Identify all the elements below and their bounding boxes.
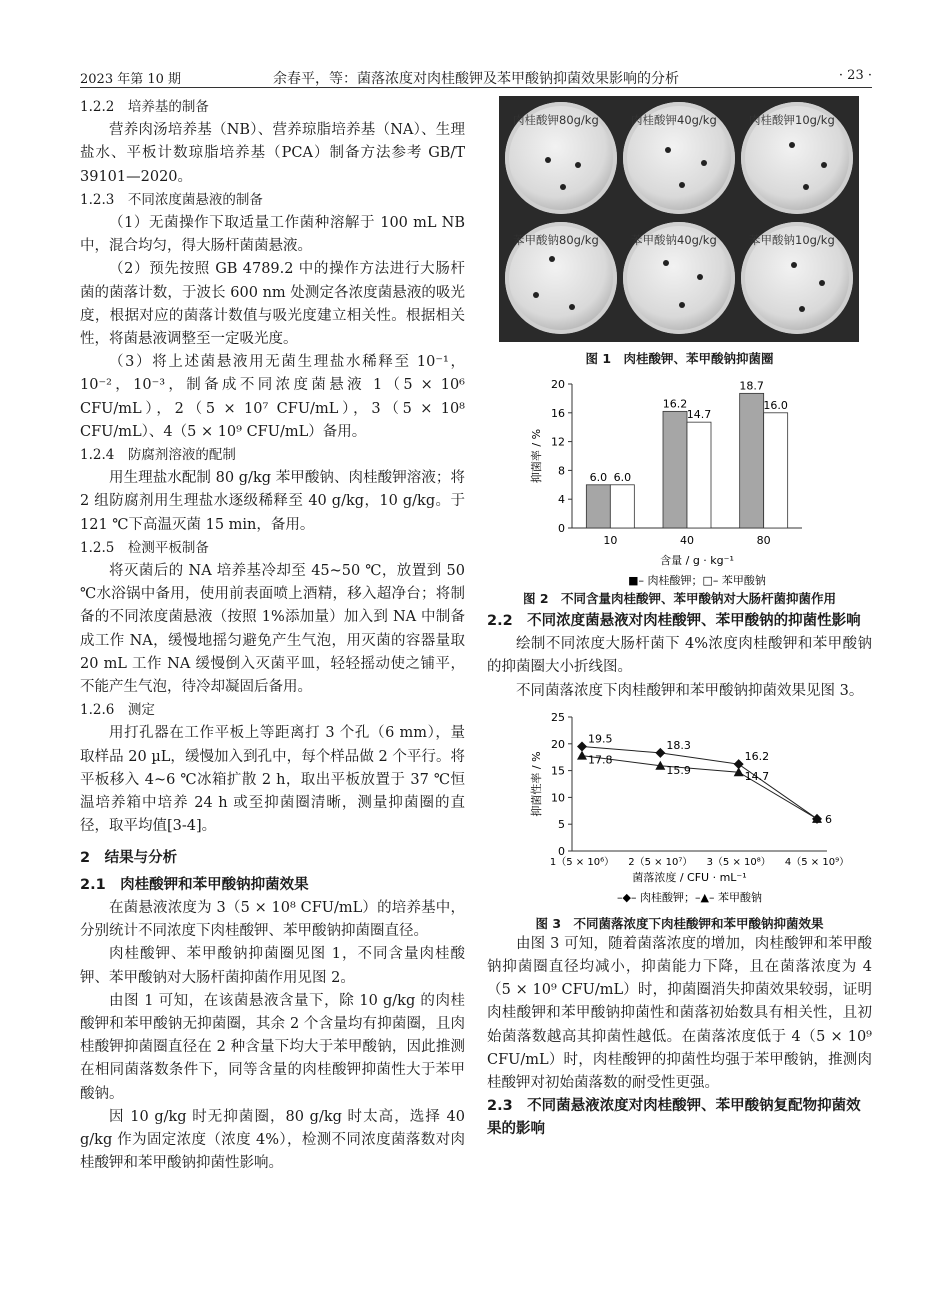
petri-dish bbox=[505, 222, 617, 334]
x-tick-label: 80 bbox=[756, 534, 771, 547]
figure-1-photo bbox=[499, 96, 859, 342]
article-running-title: 余春平，等：菌落浓度对肉桂酸钾及苯甲酸钠抑菌效果影响的分析 bbox=[273, 71, 679, 87]
x-tick-label: 3（5 × 10⁸） bbox=[706, 856, 771, 868]
y-axis-label: 抑菌性率 / % bbox=[530, 751, 543, 817]
bar-data-label: 18.7 bbox=[739, 379, 764, 393]
point-data-label: 18.3 bbox=[666, 738, 691, 752]
chart-legend: –◆– 肉桂酸钾；–▲– 苯甲酸钠 bbox=[617, 890, 762, 904]
dish-label: 肉桂酸钾40g/kg bbox=[631, 113, 717, 127]
point-data-label: 15.9 bbox=[666, 763, 691, 777]
point-data-label: 14.7 bbox=[744, 770, 770, 784]
x-tick-label: 2（5 × 10⁷） bbox=[628, 856, 693, 868]
section-1-2-4-paragraph: 用生理盐水配制 80 g/kg 苯甲酸钠、肉桂酸钾溶液；将 2 组防腐剂用生理盐水逐级稀释至 40 g/kg，10 g/kg。于 121 ℃下高温灭菌 15 min，备用。 bbox=[80, 470, 465, 533]
section-2-2-title: 2.2 不同浓度菌悬液对肉桂酸钾、苯甲酸钠的抑菌性影响 bbox=[487, 613, 861, 629]
bar-data-label: 16.0 bbox=[763, 398, 788, 412]
figure-3-caption: 图 3 不同菌落浓度下肉桂酸钾和苯甲酸钠抑菌效果 bbox=[535, 915, 824, 931]
point-data-label: 19.5 bbox=[588, 732, 613, 746]
section-1-2-6-title: 1.2.6 测定 bbox=[80, 702, 155, 719]
dish-label: 苯甲酸钠40g/kg bbox=[631, 233, 717, 247]
section-1-2-2-paragraph: 营养肉汤培养基（NB）、营养琼脂培养基（NA）、生理盐水、平板计数琼脂培养基（PCA）制备方法参考 GB/T 39101—2020。 bbox=[80, 122, 465, 185]
figure-3-line-chart bbox=[487, 709, 872, 909]
section-2-1-title: 2.1 肉桂酸钾和苯甲酸钠抑菌效果 bbox=[80, 876, 309, 893]
issue-label: 2023 年第 10 期 bbox=[80, 72, 182, 87]
left-column bbox=[80, 96, 465, 1175]
figure-2-bar-chart bbox=[487, 372, 872, 590]
point-data-label: 17.8 bbox=[588, 753, 613, 767]
figure-1-caption: 图 1 肉桂酸钾、苯甲酸钠抑菌圈 bbox=[585, 351, 774, 366]
y-tick-label: 8 bbox=[558, 464, 565, 478]
y-tick-label: 0 bbox=[558, 844, 565, 858]
y-tick-label: 20 bbox=[551, 737, 565, 751]
section-1-2-2-title: 1.2.2 培养基的制备 bbox=[80, 99, 209, 115]
y-tick-label: 4 bbox=[558, 493, 565, 507]
page-number: · 23 · bbox=[838, 68, 872, 83]
right-column bbox=[487, 96, 872, 1142]
bar-data-label: 14.7 bbox=[686, 408, 712, 422]
petri-dish bbox=[505, 102, 617, 214]
petri-dish bbox=[741, 222, 853, 334]
x-axis-label: 含量 / g · kg⁻¹ bbox=[660, 554, 734, 567]
triangle-marker bbox=[577, 750, 587, 759]
bar-benzoate bbox=[687, 422, 711, 528]
bar-data-label: 6.0 bbox=[613, 470, 632, 484]
bar-data-label: 16.2 bbox=[662, 397, 688, 411]
y-axis-label: 抑菌率 / % bbox=[530, 428, 543, 484]
section-1-2-5-title: 1.2.5 检测平板制备 bbox=[80, 539, 209, 556]
section-1-2-4-title: 1.2.4 防腐剂溶液的配制 bbox=[80, 447, 236, 464]
x-tick-label: 10 bbox=[603, 534, 618, 547]
section-1-2-5-paragraph: 将灭菌后的 NA 培养基冷却至 45~50 ℃，放置到 50 ℃水浴锅中备用，使用前表面喷上酒精，移入超净台；将制备的不同浓度菌悬液（按照 1%添加量）加入到 NA 中制备成工作 NA，缓慢地摇匀避免产生气泡，用灭菌的容器量取 20 mL 工作 NA 缓慢倒入灭菌平皿，轻轻摇动使之铺平，不能产生气泡，待冷却凝固后备用。 bbox=[80, 563, 465, 696]
series-line-cinnamate bbox=[582, 746, 817, 818]
point-data-label: 6 bbox=[825, 812, 832, 826]
section-2-1-paragraph-1: 在菌悬液浓度为 3（5 × 10⁸ CFU/mL）的培养基中，分别统计不同浓度下肉桂酸钾、苯甲酸钠抑菌圈直径。 bbox=[80, 899, 465, 940]
x-axis-label: 菌落浓度 / CFU · mL⁻¹ bbox=[632, 870, 747, 884]
chart-legend: ■– 肉桂酸钾；□– 苯甲酸钠 bbox=[628, 574, 766, 587]
section-2-1-paragraph-3: 由图 1 可知，在该菌悬液含量下，除 10 g/kg 的肉桂酸钾和苯甲酸钠无抑菌圈，其余 2 个含量均有抑菌圈，且肉桂酸钾抑菌圈直径在 2 种含量下均大于苯甲酸钠，因此推测在相同菌落数条件下，同等含量的肉桂酸钾抑菌性大于苯甲酸钠。 bbox=[80, 992, 465, 1102]
section-2-1-paragraph-4: 因 10 g/kg 时无抑菌圈，80 g/kg 时太高，选择 40 g/kg 作为固定浓度（浓度 4%），检测不同浓度菌落数对肉桂酸钾和苯甲酸钠抑菌性影响。 bbox=[80, 1108, 465, 1172]
section-1-2-3-paragraph-2: （2）预先按照 GB 4789.2 中的操作方法进行大肠杆菌的菌落计数，于波长 600 nm 处测定各浓度菌悬液的吸光度，根据对应的菌落计数值与吸光度建立相关性。根据相关性，将菌悬液调整至一定吸光度。 bbox=[80, 261, 465, 348]
diamond-marker bbox=[577, 741, 587, 751]
y-tick-label: 25 bbox=[551, 710, 565, 724]
petri-dish bbox=[741, 102, 853, 214]
bar-cinnamate bbox=[586, 485, 610, 528]
dish-label: 苯甲酸钠10g/kg bbox=[749, 233, 835, 247]
y-tick-label: 20 bbox=[551, 378, 565, 391]
section-1-2-6-paragraph: 用打孔器在工作平板上等距离打 3 个孔（6 mm），量取样品 20 µL，缓慢加入到孔中，每个样品做 2 个平行。将平板移入 4~6 ℃冰箱扩散 2 h，取出平板放置于 37 ℃恒温培养箱中培养 24 h 或至抑菌圈清晰，测量抑菌圈的直径，取平均值[3-4]。 bbox=[80, 725, 465, 835]
diamond-marker bbox=[655, 748, 665, 758]
section-1-2-3-paragraph-3: （3）将上述菌悬液用无菌生理盐水稀释至 10⁻¹，10⁻²，10⁻³，制备成不同浓度菌悬液 1（5 × 10⁶ CFU/mL），2（5 × 10⁷ CFU/mL），3（5 × 10⁸ CFU/mL）、4（5 × 10⁹ CFU/mL）备用。 bbox=[80, 354, 465, 440]
dish-label: 苯甲酸钠80g/kg bbox=[513, 233, 599, 247]
series-line-benzoate bbox=[582, 755, 817, 818]
petri-dish bbox=[623, 222, 735, 334]
bar-benzoate bbox=[610, 485, 634, 528]
bar-data-label: 6.0 bbox=[589, 470, 608, 484]
x-tick-label: 4（5 × 10⁹） bbox=[784, 856, 850, 868]
bar-benzoate bbox=[764, 413, 788, 528]
y-tick-label: 16 bbox=[551, 406, 565, 420]
y-tick-label: 10 bbox=[551, 791, 565, 805]
running-header bbox=[80, 66, 872, 88]
y-tick-label: 0 bbox=[558, 522, 565, 535]
section-2-2-paragraph-2: 不同菌落浓度下肉桂酸钾和苯甲酸钠抑菌效果见图 3。 bbox=[516, 682, 864, 699]
petri-dish bbox=[623, 102, 735, 214]
section-2-title: 2 结果与分析 bbox=[80, 849, 178, 866]
section-1-2-3-paragraph-1: （1）无菌操作下取适量工作菌种溶解于 100 mL NB 中，混合均匀，得大肠杆菌菌悬液。 bbox=[80, 215, 465, 255]
section-2-1-paragraph-2: 肉桂酸钾、苯甲酸钠抑菌圈见图 1，不同含量肉桂酸钾、苯甲酸钠对大肠杆菌抑菌作用见图 2。 bbox=[80, 946, 465, 986]
x-tick-label: 40 bbox=[680, 534, 694, 547]
y-tick-label: 5 bbox=[558, 818, 565, 832]
y-tick-label: 15 bbox=[551, 764, 565, 778]
figure-2-caption: 图 2 不同含量肉桂酸钾、苯甲酸钠对大肠杆菌抑菌作用 bbox=[522, 591, 837, 606]
point-data-label: 16.2 bbox=[744, 749, 770, 763]
x-tick-label: 1（5 × 10⁶） bbox=[549, 856, 615, 868]
dish-label: 肉桂酸钾10g/kg bbox=[749, 113, 835, 127]
bar-cinnamate bbox=[663, 411, 687, 528]
section-1-2-3-title: 1.2.3 不同浓度菌悬液的制备 bbox=[80, 191, 263, 208]
bar-cinnamate bbox=[740, 393, 764, 528]
y-tick-label: 12 bbox=[551, 435, 565, 449]
section-2-2-paragraph-3: 由图 3 可知，随着菌落浓度的增加，肉桂酸钾和苯甲酸钠抑菌圈直径均减小，抑菌能力下降，且在菌落浓度为 4（5 × 10⁹ CFU/mL）时，抑菌圈消失抑菌效果较弱，证明肉桂酸钾和苯甲酸钠抑菌性和菌落初始数具有相关性，且初始菌落数越高其抑菌性越低。在菌落浓度低于 4（5 × 10⁹ CFU/mL）时，肉桂酸钾的抑菌性均强于苯甲酸钠，推测肉桂酸钾对初始菌落数的耐受性更强。 bbox=[487, 935, 872, 1092]
section-2-2-paragraph-1: 绘制不同浓度大肠杆菌下 4%浓度肉桂酸钾和苯甲酸钠的抑菌圈大小折线图。 bbox=[487, 636, 872, 676]
dish-label: 肉桂酸钾80g/kg bbox=[513, 113, 599, 127]
section-2-3-title: 2.3 不同菌悬液浓度对肉桂酸钾、苯甲酸钠复配物抑菌效果的影响 bbox=[487, 1098, 861, 1138]
